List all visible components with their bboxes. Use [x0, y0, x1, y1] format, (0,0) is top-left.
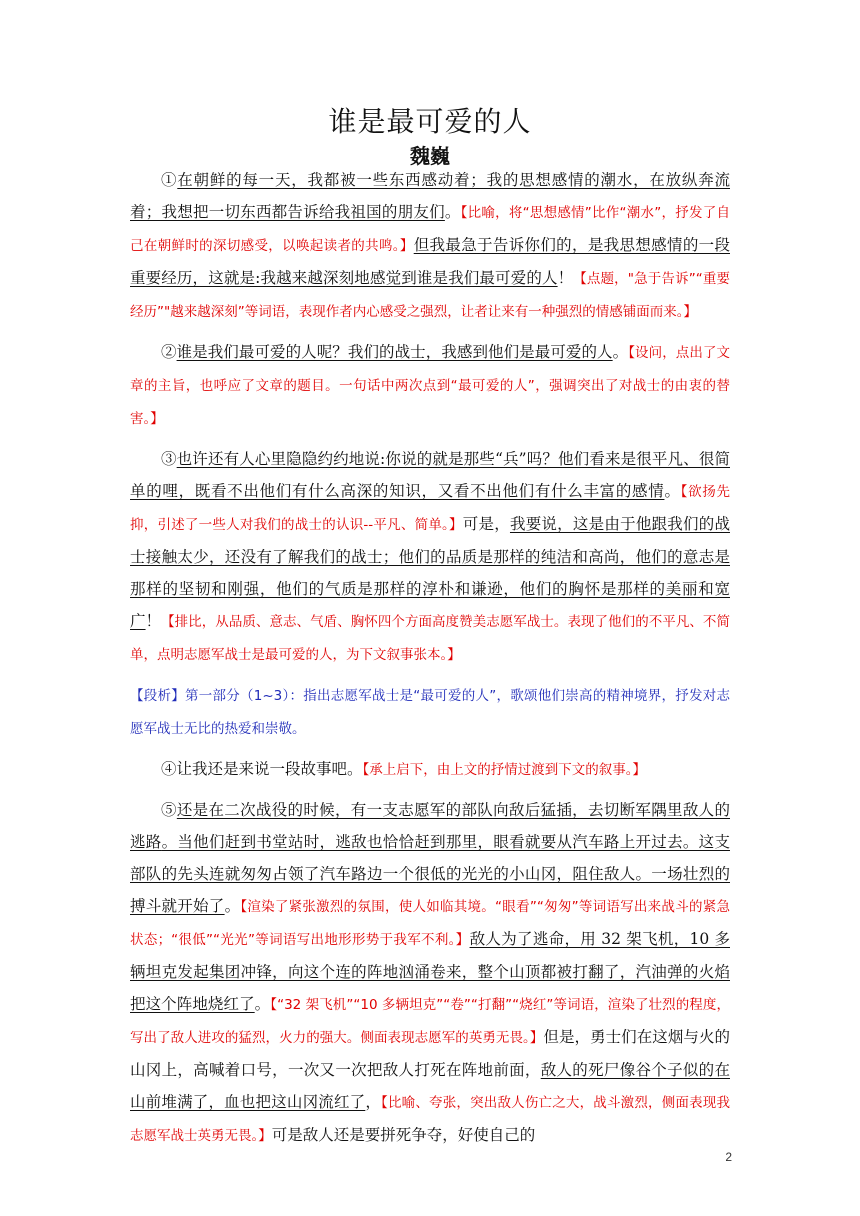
sentence-text: 。 — [664, 482, 681, 500]
paragraph-3 — [130, 443, 730, 671]
underlined-sentence: 谁是我们最可爱的人呢？我们的战士，我感到他们是最可爱的人 — [176, 343, 613, 361]
paragraph-4 — [130, 753, 730, 786]
red-annotation: 【比喻、夸张，突出敌人伤亡之大，战斗激烈，侧面表现我志愿军战士英勇无畏。】 — [130, 1095, 730, 1144]
underlined-sentence: 还是在二次战役的时候，有一支志愿军的部队向敌后猛插，去切断军隅里敌人的逃路 — [130, 801, 730, 851]
paragraph-5 — [130, 794, 730, 1152]
section-analysis — [130, 679, 730, 745]
paragraph-number: ⑤ — [161, 801, 177, 819]
red-annotation: 【渲染了紧张激烈的氛围，使人如临其境。“眼看”“匆匆”等词语写出来战斗的紧急状态；“很低”“光光”等词语写出地形形势于我军不利。】 — [130, 899, 730, 948]
sentence-text: 可是敌人还是要拼死争夺，好使自己的 — [271, 1126, 536, 1144]
underlined-sentence: 我要说，这是由于他跟我们的战士接触太少，还没有了解我们的战士；他们的品质是那样的纯洁和高尚，他们的意志是那样的坚韧和刚强，他们的气质是那样的淳朴和谦逊，他们的胸怀是那样的美丽和宽广 — [130, 515, 730, 630]
sentence-text: ， — [365, 1093, 382, 1111]
article-author: 魏巍 — [410, 144, 450, 168]
article-title: 谁是最可爱的人 — [328, 105, 532, 138]
underlined-sentence: 敌人的死尸像谷个子似的在山前堆满了，血也把这山冈流红了 — [130, 1061, 730, 1111]
red-annotation: 【设问，点出了文章的主旨，也呼应了文章的题目。一句话中两次点到“最可爱的人”，强调突出了对战士的由衷的替害。】 — [130, 345, 730, 427]
red-annotation: 【排比，从品质、意志、气盾、胸怀四个方面高度赞美志愿军战士。表现了他们的不平凡、不简单，点明志愿军战士是最可爱的人，为下文叙事张本。】 — [130, 614, 730, 663]
sentence-text: 可是， — [462, 515, 510, 533]
sentence-text: ！ — [145, 612, 162, 630]
paragraph-2 — [130, 336, 730, 435]
paragraph-number: ③ — [161, 450, 177, 468]
underlined-sentence: 在朝鲜的每一天，我都被一些东西感动着；我的思想感情的潮水，在放纵奔流着；我想把一切东西都告诉给我祖国的朋友们 — [130, 171, 730, 221]
sentence-text: 。 — [224, 897, 241, 915]
paragraph-number: ① — [161, 171, 178, 189]
sentence-text: 。 — [444, 203, 461, 221]
paragraph-1 — [130, 164, 730, 328]
red-annotation: 【点题，"急于告诉”“重要经历”"越来越深刻”等词语，表现作者内心感受之强烈，让者让来有一种强烈的情感铺面而来。】 — [130, 271, 730, 320]
underlined-sentence: 但我最急于告诉你们的，是我思想感情的一段重要经历，这就是:我越来越深刻地感觉到谁是我们最可爱的人 — [130, 236, 730, 287]
sentence-text: 。 — [254, 995, 271, 1013]
blue-analysis-text: 【段析】第一部分（1~3）：指出志愿军战士是“最可爱的人”，歌颂他们崇高的精神境界，抒发对志愿军战士无比的热爱和崇敬。 — [130, 688, 730, 737]
red-annotation: 【承上启下，由上文的抒情过渡到下文的叙事。】 — [362, 762, 647, 778]
red-annotation: 【比喻，将“思想感情”比作“潮水”，抒发了自己在朝鲜时的深切感受，以唤起读者的共鸣。】 — [130, 205, 730, 254]
red-annotation: 【“32 架飞机”“10 多辆坦克”“卷”“打翻”“烧红”等词语，渲染了壮烈的程度，写出了敌人进攻的猛烈，火力的强大。侧面表现志愿军的英勇无畏。】 — [130, 997, 730, 1046]
underlined-sentence: 。当他们赶到书堂站时，逃敌也恰恰赶到那里，眼看就要从汽车路上开过去。这支部队的先头连就匆匆占领了汽车路边一个很低的光光的小山冈，阻住敌人。一场壮烈的搏斗就开始了 — [130, 833, 730, 915]
page-number: 2 — [725, 1150, 732, 1164]
underlined-sentence: 也许还有人心里隐隐约约地说:你说的就是那些“兵”吗？他们看来是很平凡、很简单的哩，既看不出他们有什么高深的知识，又看不出他们有什么丰富的感情 — [130, 450, 730, 500]
red-annotation: 【欲扬先抑，引述了一些人对我们的战士的认识--平凡、简单。】 — [130, 484, 730, 533]
paragraph-number: ② — [161, 343, 177, 361]
article-body — [130, 164, 730, 1160]
sentence-text: 但是，勇士们在这烟与火的山冈上，高喊着口号，一次又一次把敌人打死在阵地前面， — [130, 1028, 730, 1079]
sentence-text: 。 — [612, 343, 629, 361]
underlined-sentence: 敌人为了逃命，用 32 架飞机，10 多辆坦克发起集团冲锋，向这个连的阵地汹涌卷来，整个山顶都被打翻了，汽油弹的火焰把这个阵地烧红了 — [130, 930, 730, 1013]
paragraph-number: ④ — [161, 760, 177, 778]
sentence-text: 让我还是来说一段故事吧。 — [176, 760, 363, 778]
sentence-text: ！ — [557, 269, 574, 287]
